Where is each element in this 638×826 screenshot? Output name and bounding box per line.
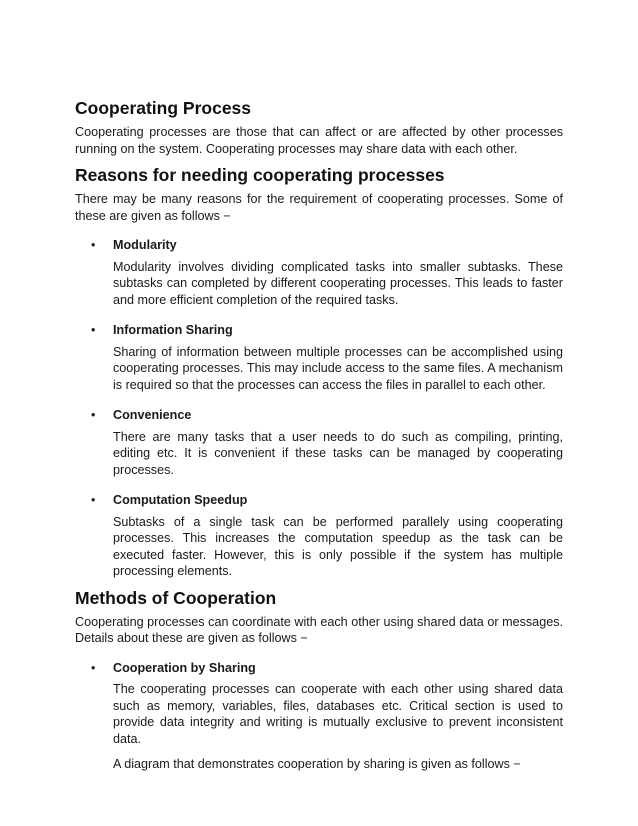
list-item-convenience xyxy=(75,407,563,478)
section-cooperating-process xyxy=(75,97,563,157)
list-item-cooperation-by-sharing xyxy=(75,660,563,773)
item-text: Modularity involves dividing complicated tasks into smaller subtasks. These subtasks can completed by different cooperating processes. This leads to faster and more efficient completion of the required tasks. xyxy=(113,259,563,307)
item-title: Convenience xyxy=(113,408,192,422)
reasons-list xyxy=(75,237,563,580)
list-item-modularity xyxy=(75,237,563,308)
list-item-computation-speedup xyxy=(75,492,563,580)
item-title: Modularity xyxy=(113,238,177,252)
methods-list xyxy=(75,660,563,773)
bullet-icon: • xyxy=(91,493,96,507)
item-text: Subtasks of a single task can be performed parallely using cooperating processes. This increases the computation speedup as the task can be executed faster. However, this is only possible if the system has multiple processing elements. xyxy=(113,514,563,578)
bullet-icon: • xyxy=(91,408,96,422)
item-text: Sharing of information between multiple processes can be accomplished using cooperating processes. This may include access to the same files. A mechanism is required so that the processes can access the files in parallel to each other. xyxy=(113,344,563,392)
bullet-icon: • xyxy=(91,238,96,252)
bullet-icon: • xyxy=(91,323,96,337)
section-paragraph: Cooperating processes are those that can affect or are affected by other processes running on the system. Cooperating processes may share data with each other. xyxy=(75,125,563,156)
item-text: The cooperating processes can cooperate with each other using shared data such as memory, variables, files, databases etc. Critical section is used to provide data integrity and writing is mutually exclusive to prevent inconsistent data. xyxy=(113,682,563,746)
item-title: Computation Speedup xyxy=(113,493,248,507)
section-reasons xyxy=(75,164,563,580)
section-paragraph: Cooperating processes can coordinate with each other using shared data or messages. Details about these are given as follows − xyxy=(75,614,563,645)
item-text-diagram-intro: A diagram that demonstrates cooperation by sharing is given as follows − xyxy=(113,757,521,771)
item-title: Cooperation by Sharing xyxy=(113,660,256,675)
section-heading: Methods of Cooperation xyxy=(75,587,277,608)
section-methods-of-cooperation xyxy=(75,587,563,773)
item-title: Information Sharing xyxy=(113,323,233,337)
section-paragraph: There may be many reasons for the requirement of cooperating processes. Some of these are given as follows − xyxy=(75,192,563,223)
section-heading: Cooperating Process xyxy=(75,98,252,118)
item-text: There are many tasks that a user needs to do such as compiling, printing, editing etc. It is convenient if these tasks can be managed by cooperating processes. xyxy=(113,429,563,477)
bullet-icon: • xyxy=(91,660,96,675)
section-heading: Reasons for needing cooperating processes xyxy=(75,165,445,185)
document-page xyxy=(75,97,563,787)
list-item-information-sharing xyxy=(75,322,563,393)
